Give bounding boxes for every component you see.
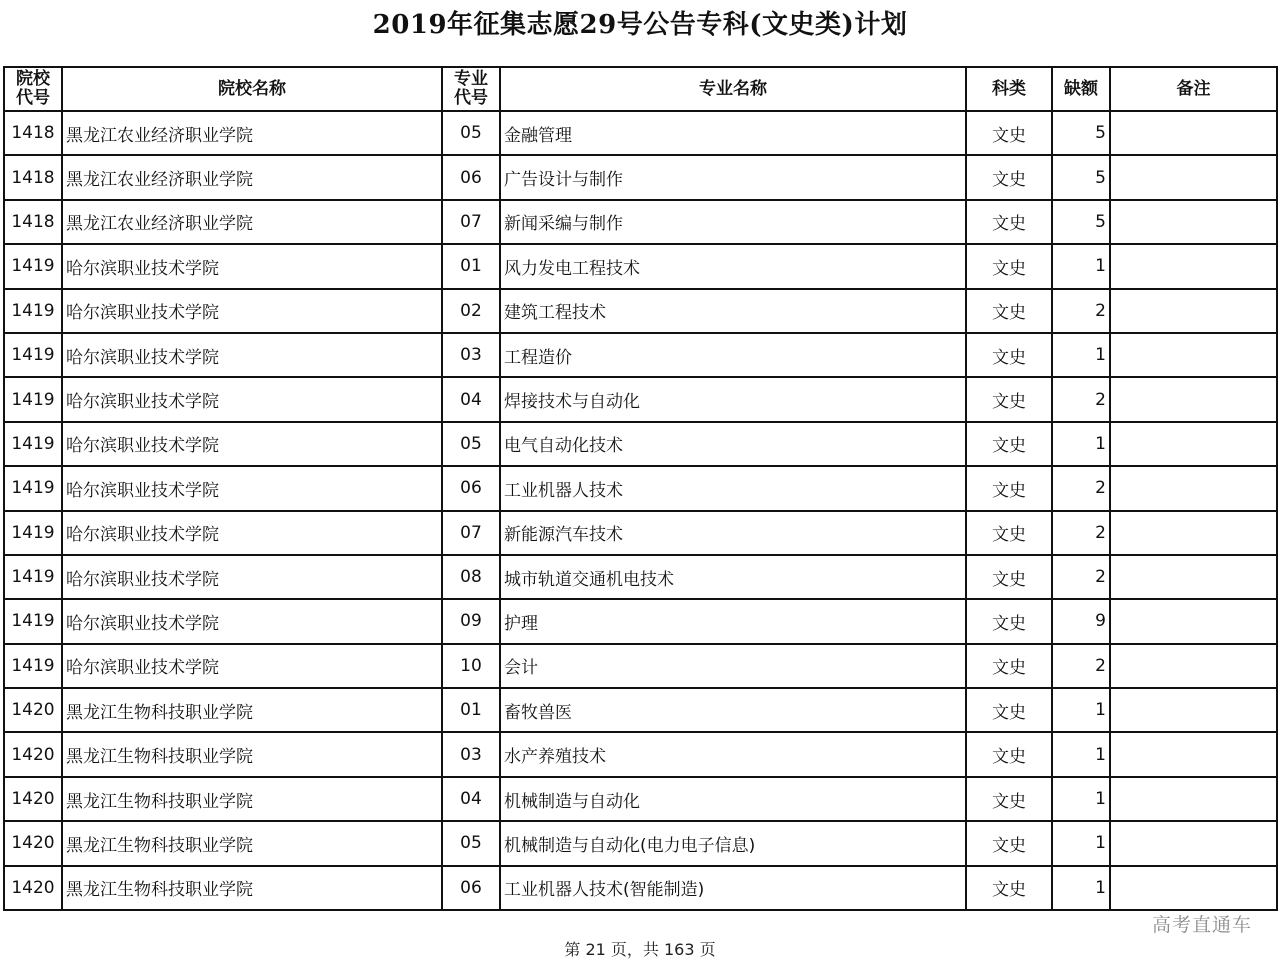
cell-school-name: 哈尔滨职业技术学院 [62,244,442,288]
cell-note [1110,644,1277,688]
cell-school-code: 1419 [4,644,62,688]
cell-school-name: 哈尔滨职业技术学院 [62,555,442,599]
cell-major-code: 02 [442,289,500,333]
cell-school-code: 1420 [4,866,62,910]
table-row [4,821,1277,865]
header-row [4,67,1277,111]
cell-school-name: 黑龙江生物科技职业学院 [62,688,442,732]
cell-quota: 1 [1052,333,1110,377]
cell-quota: 1 [1052,688,1110,732]
cell-school-name: 哈尔滨职业技术学院 [62,289,442,333]
cell-quota: 2 [1052,466,1110,510]
cell-major-name: 新能源汽车技术 [500,511,966,555]
table-row [4,466,1277,510]
cell-major-code: 06 [442,866,500,910]
cell-major-code: 07 [442,511,500,555]
cell-quota: 2 [1052,644,1110,688]
cell-major-code: 06 [442,155,500,199]
cell-note [1110,688,1277,732]
cell-major-code: 05 [442,821,500,865]
table-row [4,777,1277,821]
cell-note [1110,289,1277,333]
cell-school-name: 哈尔滨职业技术学院 [62,377,442,421]
page-footer: 第 21 页，共 163 页 [564,940,716,959]
header-school-code: 院校代号 [4,67,62,111]
cell-note [1110,244,1277,288]
cell-school-name: 黑龙江生物科技职业学院 [62,777,442,821]
cell-major-name: 护理 [500,599,966,643]
cell-school-name: 黑龙江农业经济职业学院 [62,111,442,155]
cell-major-name: 城市轨道交通机电技术 [500,555,966,599]
table-row [4,866,1277,910]
cell-note [1110,777,1277,821]
cell-quota: 1 [1052,821,1110,865]
cell-major-name: 会计 [500,644,966,688]
cell-category: 文史 [966,377,1052,421]
table-row [4,155,1277,199]
cell-major-name: 风力发电工程技术 [500,244,966,288]
cell-major-name: 焊接技术与自动化 [500,377,966,421]
cell-quota: 5 [1052,200,1110,244]
cell-major-code: 08 [442,555,500,599]
table-row [4,599,1277,643]
header-quota: 缺额 [1052,67,1110,111]
table-row [4,511,1277,555]
cell-category: 文史 [966,289,1052,333]
cell-school-name: 哈尔滨职业技术学院 [62,333,442,377]
cell-school-code: 1418 [4,155,62,199]
cell-major-name: 水产养殖技术 [500,732,966,776]
cell-note [1110,555,1277,599]
cell-school-code: 1419 [4,555,62,599]
cell-quota: 1 [1052,244,1110,288]
table-row [4,377,1277,421]
cell-school-code: 1419 [4,289,62,333]
cell-major-code: 10 [442,644,500,688]
header-category: 科类 [966,67,1052,111]
cell-school-name: 黑龙江农业经济职业学院 [62,200,442,244]
cell-category: 文史 [966,732,1052,776]
cell-note [1110,866,1277,910]
cell-quota: 1 [1052,866,1110,910]
table-row [4,200,1277,244]
cell-school-code: 1418 [4,111,62,155]
cell-quota: 2 [1052,377,1110,421]
cell-category: 文史 [966,777,1052,821]
cell-school-name: 黑龙江农业经济职业学院 [62,155,442,199]
cell-school-code: 1420 [4,688,62,732]
cell-category: 文史 [966,200,1052,244]
cell-school-name: 黑龙江生物科技职业学院 [62,821,442,865]
table-row [4,732,1277,776]
cell-school-code: 1420 [4,732,62,776]
cell-quota: 1 [1052,777,1110,821]
cell-category: 文史 [966,333,1052,377]
cell-school-code: 1419 [4,599,62,643]
cell-quota: 1 [1052,732,1110,776]
cell-major-code: 05 [442,111,500,155]
table-row [4,111,1277,155]
cell-major-name: 机械制造与自动化(电力电子信息) [500,821,966,865]
cell-note [1110,422,1277,466]
cell-major-name: 建筑工程技术 [500,289,966,333]
cell-category: 文史 [966,422,1052,466]
cell-school-name: 黑龙江生物科技职业学院 [62,732,442,776]
cell-school-name: 哈尔滨职业技术学院 [62,511,442,555]
cell-quota: 2 [1052,555,1110,599]
table-header [4,67,1277,111]
header-note: 备注 [1110,67,1277,111]
cell-major-code: 03 [442,732,500,776]
cell-major-code: 03 [442,333,500,377]
cell-school-name: 哈尔滨职业技术学院 [62,466,442,510]
cell-major-code: 05 [442,422,500,466]
table-row [4,555,1277,599]
header-school-name: 院校名称 [62,67,442,111]
cell-school-code: 1419 [4,466,62,510]
cell-note [1110,821,1277,865]
cell-note [1110,466,1277,510]
watermark: 高考直通车 [1151,914,1252,936]
table-row [4,644,1277,688]
cell-school-code: 1419 [4,422,62,466]
cell-major-code: 04 [442,377,500,421]
cell-school-name: 哈尔滨职业技术学院 [62,644,442,688]
cell-major-code: 01 [442,244,500,288]
table-body [4,111,1277,910]
cell-note [1110,200,1277,244]
cell-school-code: 1418 [4,200,62,244]
cell-note [1110,111,1277,155]
cell-major-name: 畜牧兽医 [500,688,966,732]
cell-quota: 9 [1052,599,1110,643]
cell-major-code: 04 [442,777,500,821]
cell-quota: 1 [1052,422,1110,466]
cell-major-name: 工业机器人技术 [500,466,966,510]
table-row [4,244,1277,288]
cell-school-code: 1419 [4,377,62,421]
cell-major-name: 金融管理 [500,111,966,155]
cell-note [1110,333,1277,377]
cell-major-name: 工业机器人技术(智能制造) [500,866,966,910]
header-major-code: 专业代号 [442,67,500,111]
cell-major-name: 工程造价 [500,333,966,377]
cell-category: 文史 [966,688,1052,732]
cell-category: 文史 [966,821,1052,865]
cell-category: 文史 [966,155,1052,199]
cell-note [1110,732,1277,776]
cell-school-code: 1420 [4,777,62,821]
cell-major-code: 09 [442,599,500,643]
table-row [4,422,1277,466]
cell-school-name: 哈尔滨职业技术学院 [62,599,442,643]
cell-major-name: 广告设计与制作 [500,155,966,199]
page-title: 2019年征集志愿29号公告专科(文史类)计划 [372,10,908,40]
cell-school-name: 哈尔滨职业技术学院 [62,422,442,466]
cell-category: 文史 [966,599,1052,643]
cell-category: 文史 [966,244,1052,288]
cell-major-name: 电气自动化技术 [500,422,966,466]
cell-major-name: 新闻采编与制作 [500,200,966,244]
cell-note [1110,377,1277,421]
cell-quota: 5 [1052,111,1110,155]
cell-school-code: 1419 [4,244,62,288]
cell-category: 文史 [966,866,1052,910]
cell-major-code: 06 [442,466,500,510]
table-row [4,688,1277,732]
cell-quota: 2 [1052,289,1110,333]
cell-school-code: 1419 [4,511,62,555]
cell-major-code: 01 [442,688,500,732]
cell-category: 文史 [966,644,1052,688]
cell-quota: 5 [1052,155,1110,199]
table-row [4,333,1277,377]
cell-category: 文史 [966,511,1052,555]
cell-major-name: 机械制造与自动化 [500,777,966,821]
header-major-name: 专业名称 [500,67,966,111]
table-row [4,289,1277,333]
plan-table [3,66,1278,911]
cell-category: 文史 [966,555,1052,599]
cell-school-name: 黑龙江生物科技职业学院 [62,866,442,910]
cell-category: 文史 [966,466,1052,510]
cell-school-code: 1420 [4,821,62,865]
cell-category: 文史 [966,111,1052,155]
cell-note [1110,511,1277,555]
cell-major-code: 07 [442,200,500,244]
cell-note [1110,155,1277,199]
cell-note [1110,599,1277,643]
cell-quota: 2 [1052,511,1110,555]
cell-school-code: 1419 [4,333,62,377]
